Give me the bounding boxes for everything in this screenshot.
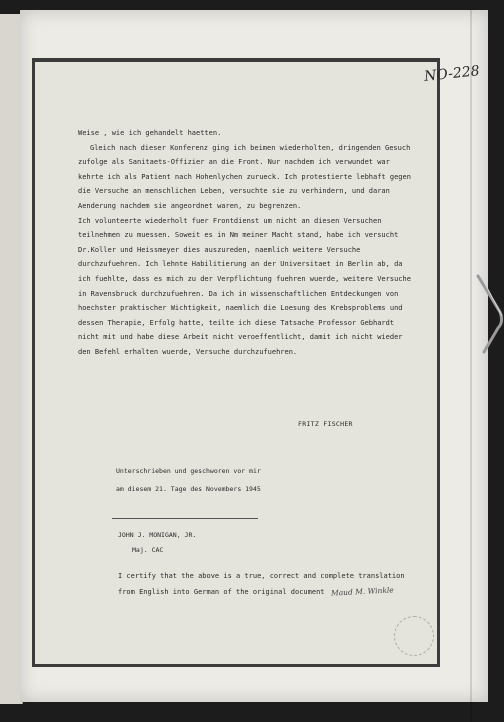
officer-name: JOHN J. MONIGAN, JR. — [118, 531, 197, 539]
paragraph-1: Weise , wie ich gehandelt haetten. — [78, 129, 222, 137]
sworn-statement — [116, 462, 316, 498]
paper-clip-icon — [474, 272, 504, 362]
stamp-mark — [394, 616, 434, 656]
officer-block — [118, 528, 196, 558]
sworn-line-1: Unterschrieben und geschworen vor mir — [116, 467, 261, 475]
certification-block — [118, 568, 418, 600]
signature-divider — [112, 518, 258, 519]
paragraph-2: Gleich nach dieser Konferenz ging ich beimen wiederholten, dringenden Gesuch zufolge als Sanitaets-Offizier an die Front. Nur nachdem ich verwundet war kehrte ich als Patient nach Hohenlychen zurueck. Ich protestierte lebhaft gegen die Versuche an menschlichen Leben, versuchte sie zu verhindern, und daran Aenderung nachdem sie angeordnet waren, zu begrenzen. — [78, 143, 411, 210]
officer-rank: Maj. CAC — [132, 546, 164, 554]
certification-text: I certify that the above is a true, correct and complete translation from English into German of the original document — [118, 572, 405, 596]
translator-signature: Maud M. Winkle — [330, 585, 394, 598]
sworn-line-2: am diesem 21. Tage des Novembers 1945 — [116, 485, 261, 493]
page-fold-shadow — [470, 10, 472, 722]
paragraph-3: Ich volunteerte wiederholt fuer Frontdienst um nicht an diesen Versuchen teilnehmen zu muessen. Soweit es in Nm meiner Macht stand, habe ich versucht Dr.Koller und Heissmeyer dies auszureden, naemlich weitere Versuche durchzufuehren. Ich lehnte Habilitierung an der Universitaet in Berlin ab, da ich fuehlte, dass es mich zu der Verpflichtung fuehren wuerde, weitere Versuche in Ravensbruck durchzufuehren. Da ich in wissenschaftlichen Entdeckungen von hoechster praktischer Wichtigkeit, naemlich die Loesung des Krebsproblems und dessen Therapie, Erfolg hatte, teilte ich diese Tatsache Professor Gebhardt nicht mit und habe diese Arbeit nicht veroeffentlicht, damit ich nicht wieder den Befehl erhalten wuerde, Versuche durchzufuehren. — [78, 216, 411, 356]
affidavit-body — [78, 126, 418, 360]
document-number: NO-228 — [423, 63, 481, 85]
signatory-name: FRITZ FISCHER — [298, 420, 353, 428]
